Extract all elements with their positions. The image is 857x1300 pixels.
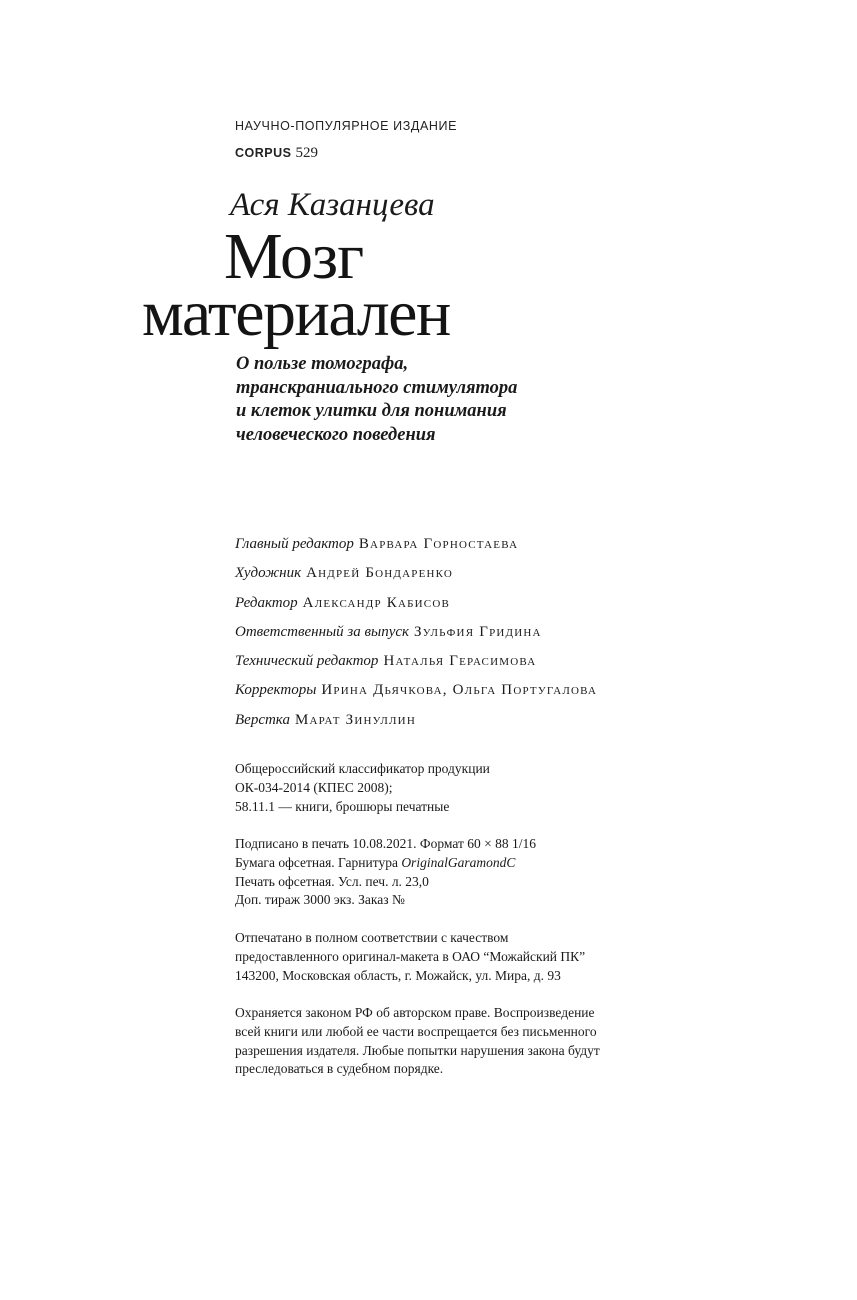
credit-role: Ответственный за выпуск: [235, 623, 410, 640]
credit-row-technical-editor: [235, 653, 795, 682]
printer-line: Отпечатано в полном соответствии с качеством: [235, 930, 509, 945]
print-run-line: Доп. тираж 3000 экз. Заказ №: [235, 892, 405, 908]
credit-row-chief-editor: [235, 536, 795, 565]
copyright-block: [235, 1004, 715, 1079]
book-title-line-2: материален: [142, 277, 450, 350]
typeface-name: OriginalGaramondC: [401, 854, 516, 870]
subtitle-line: и клеток улитки для понимания: [236, 401, 507, 421]
credit-name: Ирина Дьячкова, Ольга Португалова: [321, 682, 598, 699]
credit-role: Корректоры: [235, 682, 317, 699]
copyright-line: Охраняется законом РФ об авторском праве. Воспроизведение: [235, 1005, 595, 1020]
classifier-line: ОК-034-2014 (КПЕС 2008);: [235, 779, 393, 795]
credit-name: Марат Зинуллин: [294, 711, 416, 728]
signed-for-print-line: Подписано в печать 10.08.2021. Формат 60 × 88 1/16: [235, 836, 536, 851]
print-method-line: Печать офсетная. Усл. печ. л. 23,0: [235, 873, 429, 889]
paper-prefix: Бумага офсетная. Гарнитура: [235, 854, 402, 870]
subtitle-line: транскраниального стимулятора: [236, 377, 518, 398]
classifier-block: [235, 760, 715, 816]
credit-role: Главный редактор: [235, 536, 354, 552]
credit-row-release-manager: [235, 624, 795, 653]
book-title-line-1: Мозг: [224, 220, 364, 293]
copyright-line: разрешения издателя. Любые попытки нарушения закона будут: [235, 1042, 600, 1058]
copyright-line: всей книги или любой ее части воспрещается без письменного: [235, 1023, 597, 1039]
paper-typeface-line: [235, 854, 715, 873]
credit-role: Редактор: [235, 594, 298, 611]
credit-role: Технический редактор: [235, 653, 379, 670]
subtitle-line: человеческого поведения: [236, 424, 436, 445]
credit-row-editor: [235, 595, 795, 624]
series-brand: CORPUS: [235, 146, 292, 160]
credit-name: Зульфия Гридина: [414, 623, 542, 640]
credits-list: [235, 536, 795, 741]
printer-line: предоставленного оригинал-макета в ОАО “Можайский ПК”: [235, 948, 586, 964]
credit-name: Варвара Горностаева: [358, 536, 519, 552]
credit-row-layout: [235, 712, 795, 741]
print-info-block: [235, 835, 715, 910]
book-author: Ася Казанцева: [230, 187, 435, 223]
credit-name: Наталья Герасимова: [383, 653, 537, 670]
credit-row-proofreaders: [235, 682, 795, 711]
book-subtitle: [236, 353, 596, 447]
series-number: [235, 145, 318, 162]
credit-role: Художник: [235, 565, 302, 582]
credit-name: Александр Кабисов: [302, 594, 451, 611]
classifier-line: Общероссийский классификатор продукции: [235, 761, 490, 776]
printer-block: [235, 929, 715, 985]
credit-row-artist: [235, 565, 795, 594]
series-number-value: 529: [295, 145, 318, 161]
series-label: НАУЧНО-ПОПУЛЯРНОЕ ИЗДАНИЕ: [235, 119, 458, 133]
printer-line: 143200, Московская область, г. Можайск, ул. Мира, д. 93: [235, 967, 561, 983]
credit-role: Верстка: [235, 711, 290, 728]
classifier-line: 58.11.1 — книги, брошюры печатные: [235, 798, 450, 814]
copyright-line: преследоваться в судебном порядке.: [235, 1061, 444, 1077]
subtitle-line: О пользе томографа,: [236, 354, 409, 374]
credit-name: Андрей Бондаренко: [306, 565, 454, 582]
